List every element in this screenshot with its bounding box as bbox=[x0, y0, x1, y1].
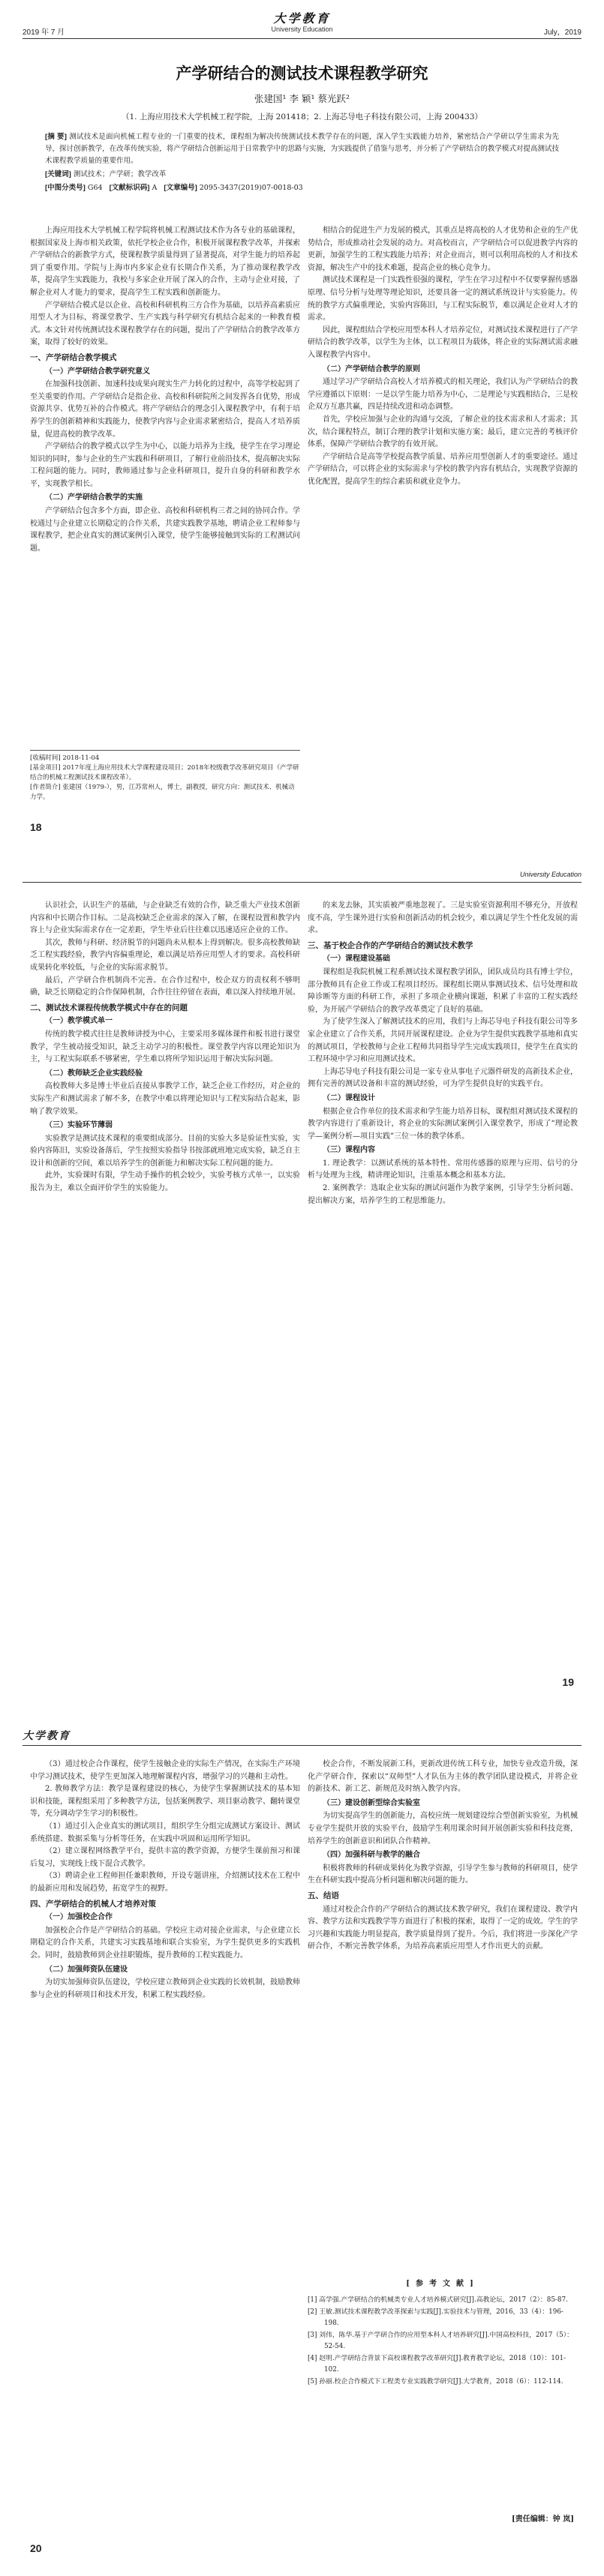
section-heading: （三）建设创新型综合实验室 bbox=[323, 1798, 420, 1807]
paragraph: 通过学习产学研结合高校人才培养模式的相关理论，我们认为产学研结合的教学应遵循以下原则：一是以学生能力培养为中心，二是理论与实践相结合，三是校企双方互惠共赢，四是持续改进和动态调整。 bbox=[308, 378, 578, 412]
paragraph: 其次，教师与科研、经济脱节的问题尚未从根本上得到解决。很多高校教师缺乏工程实践经验，教学内容偏重理论，难以满足培养应用型人才的要求。高校科研成果转化率较低，与企业的实际需求脱节。 bbox=[30, 938, 300, 972]
paragraph: 首先，学校应加强与企业的沟通与交流，了解企业的技术需求和人才需求；其次，结合课程特点，制订合理的教学计划和实施方案；最后，建立完善的考核评价体系，保障产学研结合教学的有效开展。 bbox=[308, 415, 578, 449]
issue-date: 2019 年 7 月 bbox=[23, 28, 65, 37]
paragraph: 加强校企合作是产学研结合的基础。学校应主动对接企业需求，与企业建立长期稳定的合作关系，共建实习实践基地和联合实验室，为学生提供更多的实践机会。同时，鼓励教师到企业挂职锻炼，提升教师的工程实践能力。 bbox=[30, 1926, 300, 1960]
section-heading: （二）产学研结合教学的原则 bbox=[323, 364, 420, 373]
reference-item: [2] 王敏.测试技术课程教学改革探索与实践[J].实验技术与管理，2016，33（4）：196-198. bbox=[308, 2308, 563, 2327]
paragraph: 2. 案例教学：选取企业实际的测试问题作为教学案例，引导学生分析问题、提出解决方案，培养学生的工程思维能力。 bbox=[308, 1184, 578, 1205]
page-1 bbox=[0, 0, 604, 859]
paragraph: 相结合的促进生产力发展的模式，其重点是将高校的人才优势和企业的生产优势结合，形成推动社会发展的动力。对高校而言，产学研结合可以促进教学内容的更新，加强学生的工程实践能力培养；对企业而言，则可以利用高校的人才和技术资源，解决生产中的技术难题，提高企业的核心竞争力。 bbox=[308, 226, 578, 272]
page2-right-column bbox=[308, 900, 578, 1207]
page-header bbox=[23, 9, 581, 39]
paragraph: （2）建立课程网络教学平台，提供丰富的教学资源，方便学生课前预习和课后复习，实现线上线下混合式教学。 bbox=[30, 1847, 300, 1868]
footnote-item: [作者简介] 张建国（1979-），男，江苏常州人，博士，副教授，研究方向：测试技术、机械动力学。 bbox=[30, 784, 295, 801]
article-no-label: [文章编号] bbox=[164, 184, 197, 192]
section-heading: （一）加强校企合作 bbox=[45, 1913, 113, 1922]
classification-line bbox=[45, 182, 559, 194]
abstract-text: 测试技术是面向机械工程专业的一门重要的技术，课程组为解决传统测试技术教学存在的问题，深入学生实践能力培养，紧密结合产学研以学生需求为先导，探讨创新教学，在改革传统实验，将产学研结合创新运用于日常教学中的思路与实施，为实践提供了借鉴与思考，并分析了产学研结合的教学模式对提高测试技术课程教学质量的重要作用。 bbox=[45, 133, 559, 165]
paragraph: 为切实加强师资队伍建设，学校应建立教师到企业实践的长效机制，鼓励教师参与企业的科研项目和技术开发，积累工程实践经验。 bbox=[30, 1978, 300, 1999]
responsible-editor: [责任编辑：钟 岚] bbox=[512, 2515, 574, 2524]
paragraph: 课程组是我院机械工程系测试技术课程教学团队，团队成员均具有博士学位，部分教师具有企业工作或工程项目经历。课程组长期从事测试技术、信号处理和故障诊断等方面的科研工作，承担了多项企业横向课题，积累了丰富的工程实践经验，为开展产学研结合的教学改革奠定了良好的基础。 bbox=[308, 967, 578, 1014]
section-heading: 五、结语 bbox=[308, 1891, 339, 1900]
reference-item: [3] 刘伟，陈华.基于产学研合作的应用型本科人才培养研究[J].中国高校科技，2017（5）：52-54. bbox=[308, 2332, 573, 2350]
paragraph: 实验教学是测试技术课程的重要组成部分。目前的实验大多是验证性实验，实验内容陈旧，实验设备落后，学生按照实验指导书按部就班地完成实验，缺乏自主设计和创新的空间，难以培养学生的创新能力和解决实际工程问题的能力。 bbox=[30, 1134, 300, 1168]
journal-logo: 大学教育 bbox=[23, 1730, 71, 1742]
paragraph: （3）通过校企合作课程，使学生接触企业的实际生产情况，在实际生产环境中学习测试技术，使学生更加深入地理解课程内容，增强学习的兴趣和主动性。 bbox=[30, 1760, 300, 1781]
article-affiliation: （1. 上海应用技术大学机械工程学院，上海 201418；2. 上海芯导电子科技有限公司，上海 200433） bbox=[121, 112, 483, 121]
section-heading: （二）教师缺乏企业实践经验 bbox=[45, 1069, 143, 1078]
page-number: 20 bbox=[30, 2542, 42, 2554]
paragraph: 的来龙去脉，其实质被严重地忽视了。三是实验室资源利用不够充分，开放程度不高，学生课外进行实验和创新活动的机会较少，难以满足学生个性化发展的需求。 bbox=[308, 901, 578, 935]
page3-left-column bbox=[30, 1759, 300, 2002]
paragraph: 通过对校企合作的产学研结合的测试技术教学研究，我们在课程建设、教学内容、教学方法和实践教学等方面进行了积极的探索，取得了一定的成效。学生的学习兴趣和实践能力明显提高，教学质量得到了提升。今后，我们将进一步深化产学研合作，不断完善教学体系，为培养高素质应用型人才作出更大的贡献。 bbox=[308, 1905, 578, 1951]
issue-date-en: July，2019 bbox=[543, 28, 581, 37]
footnotes bbox=[30, 750, 300, 802]
keywords bbox=[45, 169, 559, 181]
abstract-label: [摘 要] bbox=[45, 133, 67, 141]
abstract bbox=[45, 131, 559, 167]
reference-item: [5] 孙丽.校企合作模式下工程类专业实践教学研究[J].大学教育，2018（6）：112-114. bbox=[308, 2378, 563, 2386]
page3-right-column bbox=[308, 1759, 578, 1954]
article-no-value: 2095-3437(2019)07-0018-03 bbox=[199, 184, 303, 192]
clc-label: [中图分类号] bbox=[45, 184, 86, 192]
paragraph: 高校教师大多是博士毕业后直接从事教学工作，缺乏企业工作经历，对企业的实际生产和测试需求了解不多，在教学中难以将理论知识与工程实际结合起来，影响了教学效果。 bbox=[30, 1082, 300, 1116]
paragraph: 在加强科技创新、加速科技成果向现实生产力转化的过程中，高等学校起到了至关重要的作用。产学研结合是指企业、高校和科研院所之间发挥各自优势，形成资源共享、优势互补的合作模式。将产学研结合的理念引入课程教学中，有利于培养学生的创新精神和实践能力，使教学内容与企业需求紧密结合，提高人才培养质量，促进高校的教学改革。 bbox=[30, 380, 300, 439]
page1-left-column bbox=[30, 225, 300, 555]
article-authors: 张建国¹ 李 颖¹ 蔡光跃² bbox=[254, 93, 350, 104]
journal-name-en: University Education bbox=[519, 871, 581, 878]
article-title: 产学研结合的测试技术课程教学研究 bbox=[176, 65, 428, 82]
section-heading: （三）课程内容 bbox=[323, 1146, 375, 1155]
paragraph: 上海芯导电子科技有限公司是一家专业从事电子元器件研发的高新技术企业，拥有完善的测试设备和丰富的测试经验，可为学生提供良好的实践平台。 bbox=[308, 1067, 578, 1089]
page-number: 19 bbox=[562, 1676, 574, 1688]
abstract-block bbox=[45, 131, 559, 196]
paragraph: （3）聘请企业工程师担任兼职教师，开设专题讲座，介绍测试技术在工程中的最新应用和发展趋势，拓宽学生的视野。 bbox=[30, 1872, 300, 1893]
section-heading: 三、基于校企合作的产学研结合的测试技术教学 bbox=[308, 940, 473, 950]
paragraph: 产学研结合的教学模式以学生为中心，以能力培养为主线，使学生在学习理论知识的同时，参与企业的生产实践和科研项目，了解行业前沿技术，提高解决实际工程问题的能力。同时，教师通过参与企业科研项目，提升自身的科研和教学水平，实现教学相长。 bbox=[30, 442, 300, 488]
paragraph: 产学研结合模式是以企业、高校和科研机构三方合作为基础，以培养高素质应用型人才为目标，将课堂教学、生产实践与科学研究有机结合起来的一种教育模式。本文针对传统测试技术课程教学存在的问题，提出了产学研结合的教学改革方案，取得了较好的效果。 bbox=[30, 301, 300, 347]
reference-item: [4] 赵明.产学研结合背景下高校课程教学改革研究[J].教育教学论坛，2018（10）：101-102. bbox=[308, 2355, 566, 2374]
keywords-label: [关键词] bbox=[45, 170, 71, 178]
clc-value: G64 bbox=[87, 184, 103, 192]
paragraph: 测试技术课程是一门实践性很强的课程，学生在学习过程中不仅要掌握传感器原理、信号分析与处理等理论知识，还要具备一定的测试系统设计与实验能力。传统的教学方式偏重理论，实验内容陈旧，与工程实际脱节，难以满足企业对人才的需求。 bbox=[308, 276, 578, 322]
page1-right-column bbox=[308, 225, 578, 488]
paragraph: 因此，课程组结合学校应用型本科人才培养定位，对测试技术课程进行了产学研结合的教学改革，以学生为主体，以工程项目为载体，将企业的实际测试需求融入课程教学内容中。 bbox=[308, 325, 578, 359]
paragraph: 校企合作，不断发展新工科，更新改进传统工科专业，加快专业改造升级，深化产学研合作，探索以“双师型”人才队伍为主体的教学团队建设模式，并将企业的新技术、新工艺、新规范及时纳入教学内容。 bbox=[308, 1760, 578, 1794]
section-heading: 一、产学研结合教学模式 bbox=[30, 352, 117, 362]
references-title: [参考文献] bbox=[406, 2280, 479, 2288]
paragraph: 最后，产学研合作机制尚不完善。在合作过程中，校企双方的责权利不够明确，缺乏长期稳定的合作保障机制，合作往往停留在表面，难以深入持续地开展。 bbox=[30, 976, 300, 997]
page-3 bbox=[0, 1717, 604, 2576]
paragraph: 为切实提高学生的创新能力，高校应统一规划建设综合型创新实验室，为机械专业学生提供开放的实验平台，鼓励学生利用课余时间开展创新实验和科技竞赛，培养学生的创新意识和团队合作精神。 bbox=[308, 1812, 578, 1846]
references bbox=[308, 2276, 578, 2389]
doc-code-label: [文献标识码] bbox=[109, 184, 150, 192]
doc-code-value: A bbox=[152, 184, 158, 192]
section-heading: （三）实验环节薄弱 bbox=[45, 1121, 113, 1130]
section-heading: （二）加强师资队伍建设 bbox=[45, 1965, 128, 1974]
section-heading: 四、产学研结合的机械人才培养对策 bbox=[30, 1899, 156, 1909]
paragraph: 上海应用技术大学机械工程学院将机械工程测试技术作为各专业的基础课程，根据国家及上海市相关政策，依托学校企业合作，积极开展课程教学改革，并探索产学研结合的新教学方式，使课程教学质量得到了显著提高，对学生能力的培养起到了重要作用。学院与上海市内多家企业有长期合作关系，为了推动课程教学改革，提高学生实践能力，我校与多家企业开展了深入的合作，主动与企业对接，了解企业对人才能力的要求，提高学生工程实践和创新能力。 bbox=[30, 226, 300, 297]
page-header bbox=[23, 1728, 581, 1746]
paragraph: 产学研结合是高等学校提高教学质量、培养应用型创新人才的重要途径。通过产学研结合，可以将企业的实际需求与学校的教学内容有机结合，实现教学资源的优化配置，提高学生的综合素质和就业竞争力。 bbox=[308, 452, 578, 486]
page2-left-column bbox=[30, 900, 300, 1195]
section-heading: （一）教学模式单一 bbox=[45, 1017, 113, 1026]
page-number: 18 bbox=[30, 821, 42, 833]
section-heading: （四）加强科研与教学的融合 bbox=[323, 1851, 420, 1860]
paragraph: 产学研结合包含多个方面，即企业、高校和科研机构三者之间的协同合作。学校通过与企业建立长期稳定的合作关系，共建实践教学基地，聘请企业工程师参与课程教学，把企业真实的测试案例引入课堂，使学生能够接触到实际的工程测试问题。 bbox=[30, 507, 300, 553]
section-heading: （二）课程设计 bbox=[323, 1093, 375, 1102]
paragraph: 根据企业合作单位的技术需求和学生能力培养目标，课程组对测试技术课程的教学内容进行了重新设计，将企业的实际测试案例引入课堂教学，形成了“理论教学—案例分析—项目实践”三位一体的教学体系。 bbox=[308, 1107, 578, 1141]
journal-name-en: University Education bbox=[271, 25, 333, 33]
paragraph: 为了使学生深入了解测试技术的应用，我们与上海芯导电子科技有限公司等多家企业建立了合作关系，共同开展课程建设。企业为学生提供实践教学基地和真实的测试项目，学校教师与企业工程师共同指导学生完成实践项目，使学生在真实的工程环境中学习和应用测试技术。 bbox=[308, 1018, 578, 1064]
paragraph: 积极将教师的科研成果转化为教学资源，引导学生参与教师的科研项目，使学生在科研实践中提高分析问题和解决问题的能力。 bbox=[308, 1864, 578, 1885]
paragraph: 2. 教师教学方法：教学是课程建设的核心，为使学生掌握测试技术的基本知识和技能，课程组采用了多种教学方法，包括案例教学、项目驱动教学、翻转课堂等，充分调动学生学习的积极性。 bbox=[30, 1785, 300, 1819]
references-list bbox=[308, 2295, 578, 2388]
paragraph: 传统的教学模式往往是教师讲授为中心，主要采用多媒体课件和板书进行课堂教学，学生被动接受知识，缺乏主动学习的积极性。课堂教学内容以理论知识为主，与工程实际联系不够紧密，学生难以将所学知识运用于解决实际问题。 bbox=[30, 1030, 300, 1064]
keywords-text: 测试技术；产学研；教学改革 bbox=[73, 170, 167, 178]
footnote-item: [收稿时间] 2018-11-04 bbox=[30, 754, 100, 762]
footnote-item: [基金项目] 2017年度上海应用技术大学课程建设项目；2018年校级教学改革研究项目（产学研结合的机械工程测试技术课程改革）。 bbox=[30, 764, 299, 781]
paragraph: 此外，实验课时有限，学生动手操作的机会较少，实验考核方式单一，以实验报告为主，难以全面评价学生的实验能力。 bbox=[30, 1171, 300, 1193]
paragraph: （1）通过引入企业真实的测试项目，组织学生分组完成测试方案设计、测试系统搭建、数据采集与分析等任务，在实践中巩固和运用所学知识。 bbox=[30, 1822, 300, 1843]
section-heading: 二、测试技术课程传统教学模式中存在的问题 bbox=[30, 1003, 188, 1012]
paragraph: 认识社会，认识生产的基础，与企业缺乏有效的合作，缺乏重大产业技术创新内容和中长期合作目标。二是高校缺乏企业需求的深入了解，在课程设置和教学内容上与企业实际需求存在一定差距，学生毕业后往往难以迅速适应企业的工作。 bbox=[30, 901, 300, 935]
section-heading: （二）产学研结合教学的实施 bbox=[45, 493, 143, 502]
section-heading: （一）产学研结合教学研究意义 bbox=[45, 367, 150, 376]
journal-logo: 大学教育 bbox=[273, 11, 331, 25]
section-heading: （一）课程建设基础 bbox=[323, 955, 390, 964]
paragraph: 1. 理论教学：以测试系统的基本特性、常用传感器的原理与应用、信号的分析与处理为主线，精讲理论知识，注重基本概念和基本方法。 bbox=[308, 1159, 578, 1180]
page-header bbox=[23, 869, 581, 883]
page-2 bbox=[0, 859, 604, 1717]
reference-item: [1] 高学强.产学研结合的机械类专业人才培养模式研究[J].高教论坛，2017（2）：85-87. bbox=[308, 2296, 568, 2304]
